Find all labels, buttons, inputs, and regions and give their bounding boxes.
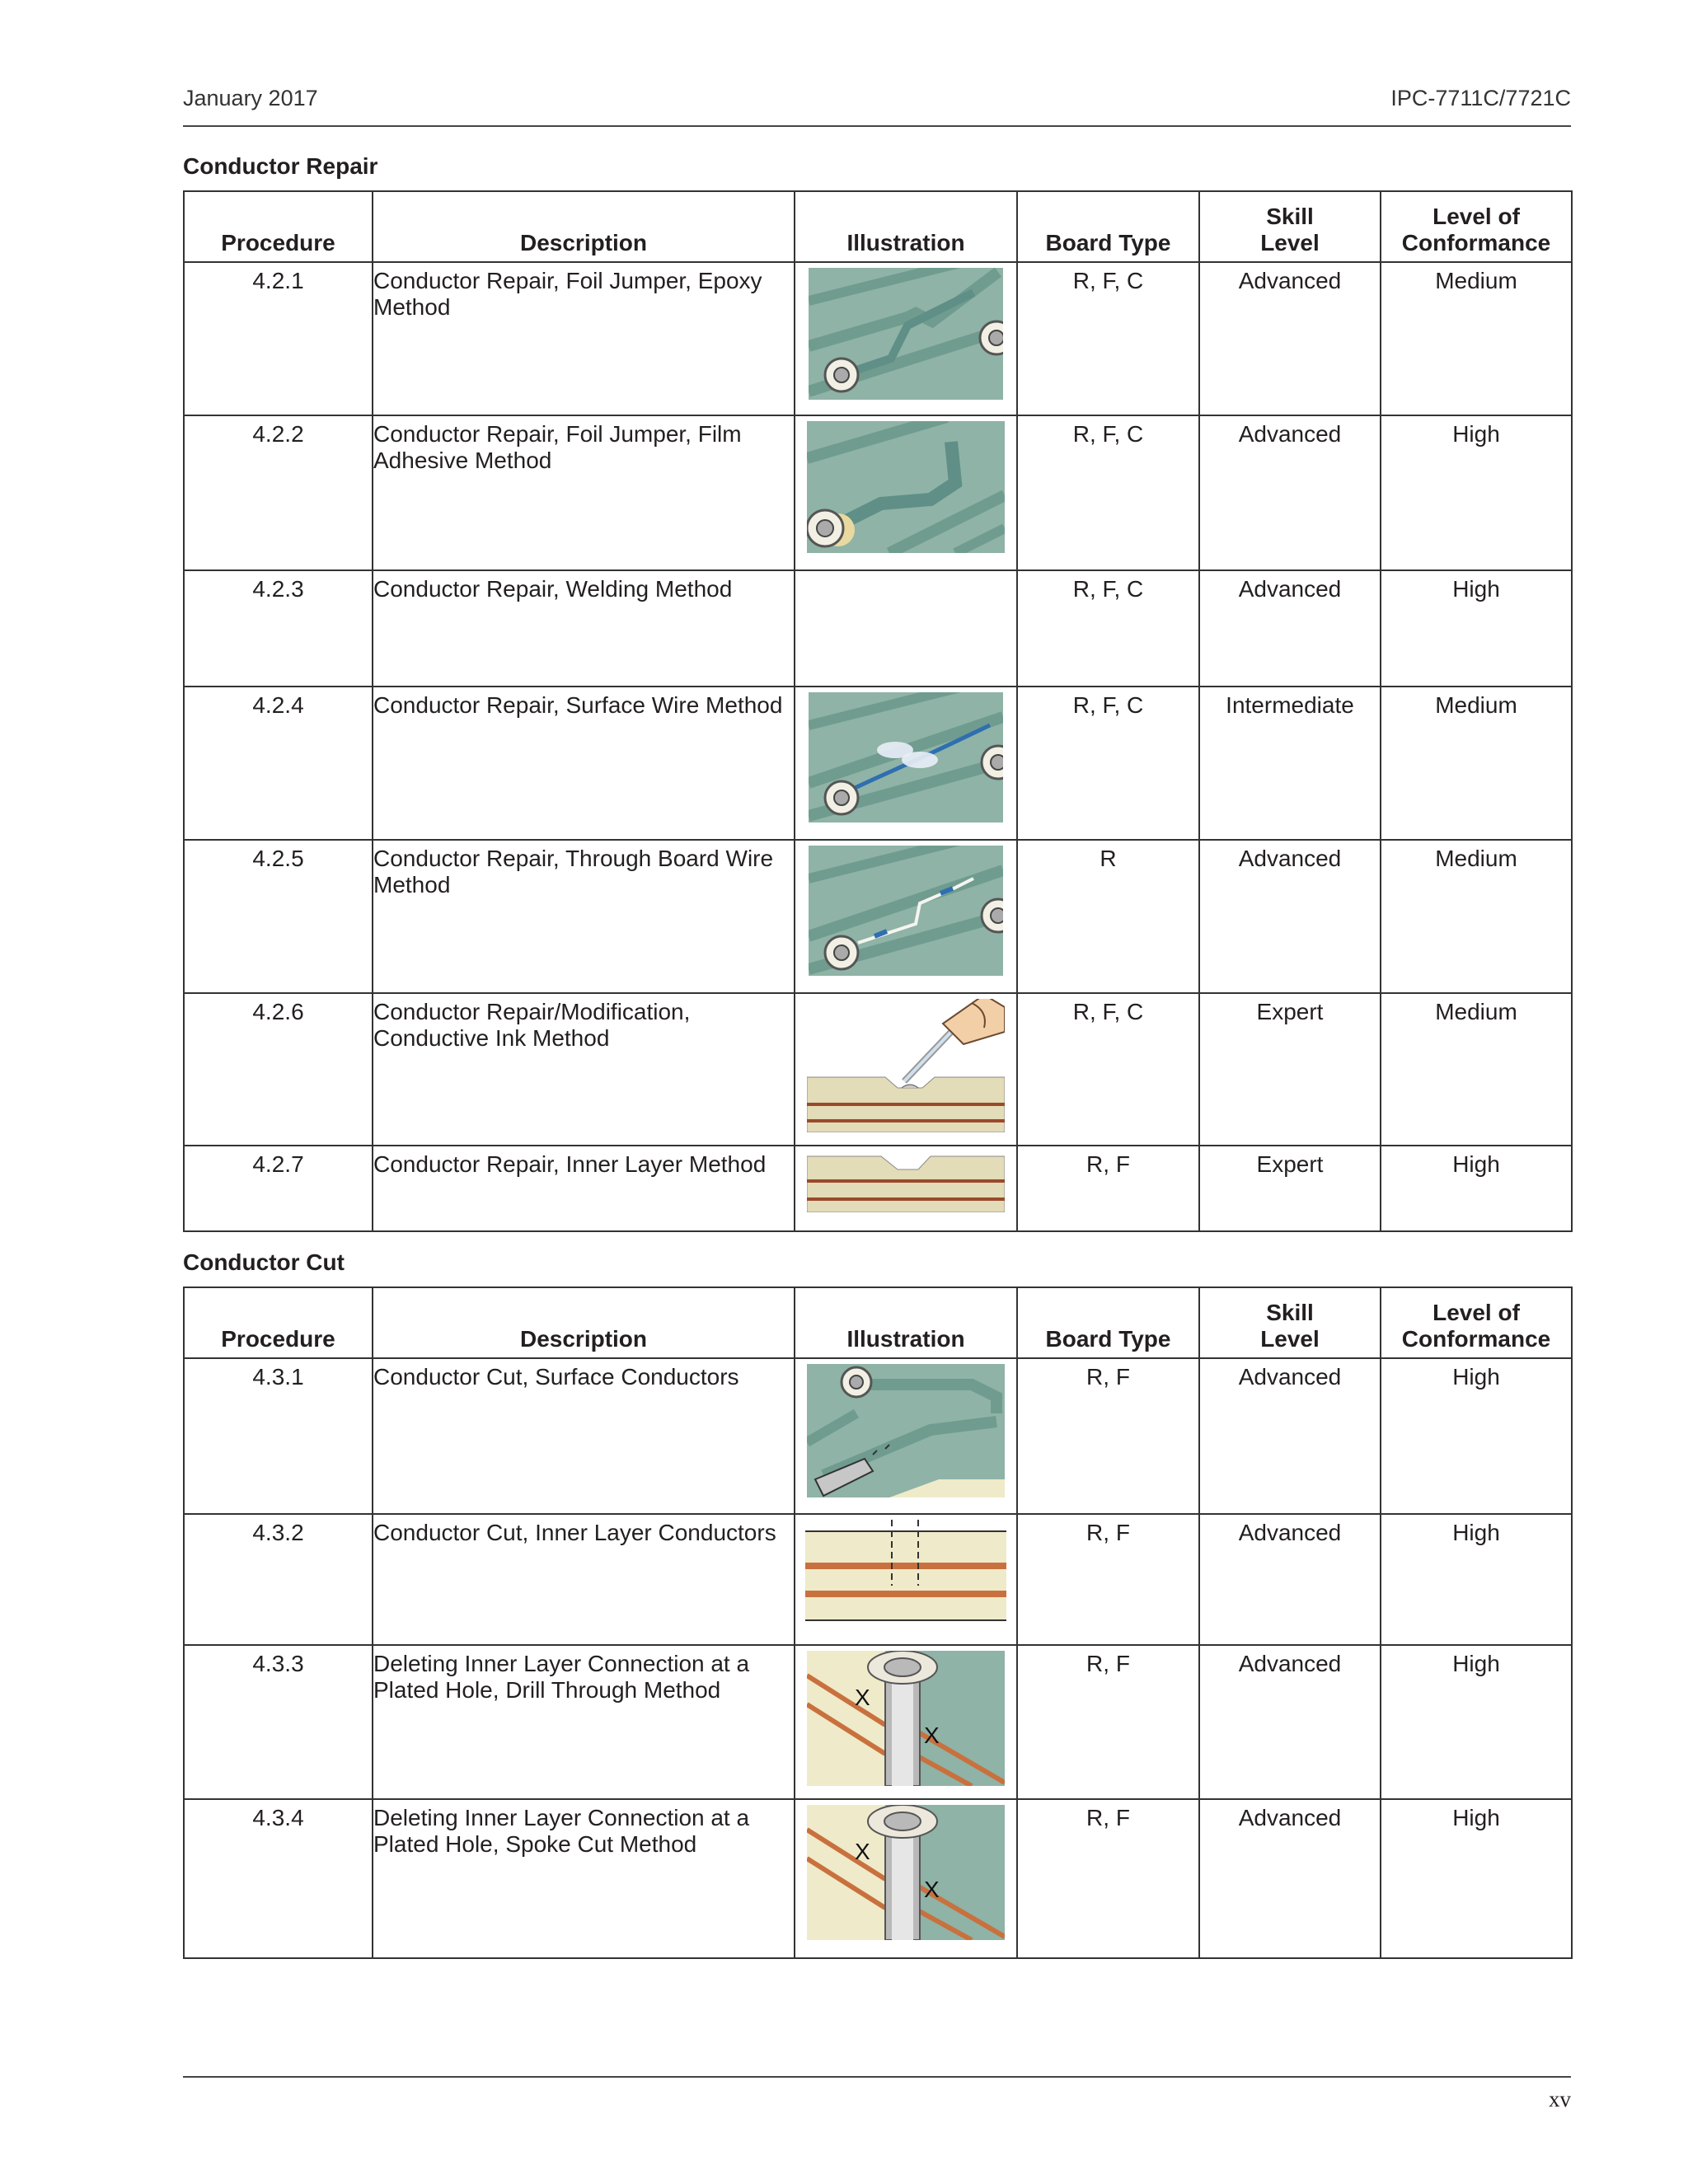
cut-mark-x: X [855, 1685, 870, 1710]
procedure-description: Conductor Repair, Inner Layer Method [373, 1146, 795, 1231]
column-header-description: Description [373, 1287, 795, 1358]
procedure-number: 4.3.1 [184, 1358, 373, 1514]
level-of-conformance: High [1381, 1799, 1572, 1958]
skill-level: Advanced [1199, 840, 1381, 993]
column-header-illustration: Illustration [795, 1287, 1017, 1358]
conductive-ink-illustration [807, 999, 1005, 1132]
table-row [184, 1514, 1572, 1645]
table-row [184, 262, 1572, 415]
column-header-procedure: Procedure [184, 1287, 373, 1358]
procedure-description: Conductor Repair, Foil Jumper, Epoxy Method [373, 262, 795, 415]
table-row [184, 570, 1572, 687]
board-type: R, F, C [1017, 993, 1199, 1146]
procedure-number: 4.3.4 [184, 1799, 373, 1958]
conductor-cut-table [183, 1286, 1573, 1959]
board-type: R [1017, 840, 1199, 993]
skill-level: Expert [1199, 1146, 1381, 1231]
column-header-level-of-conformance: Level of Conformance [1381, 191, 1572, 262]
procedure-number: 4.2.3 [184, 570, 373, 687]
inner-layer-repair-illustration [807, 1151, 1005, 1212]
column-header-illustration: Illustration [795, 191, 1017, 262]
column-header-skill-level: Skill Level [1199, 1287, 1381, 1358]
procedure-description: Conductor Repair/Modification, Conductive Ink Method [373, 993, 795, 1146]
table-row [184, 1799, 1572, 1958]
cut-mark-x: X [924, 1877, 940, 1902]
skill-level: Advanced [1199, 570, 1381, 687]
surface-cut-illustration [807, 1364, 1005, 1497]
foil-jumper-film-illustration [807, 421, 1005, 553]
table-header-row [184, 191, 1572, 262]
section-title-conductor-repair: Conductor Repair [183, 153, 378, 179]
procedure-description: Deleting Inner Layer Connection at a Plated Hole, Spoke Cut Method [373, 1799, 795, 1958]
table-row [184, 993, 1572, 1146]
column-header-board-type: Board Type [1017, 191, 1199, 262]
procedure-description: Conductor Repair, Foil Jumper, Film Adhesive Method [373, 415, 795, 570]
procedure-description: Conductor Repair, Surface Wire Method [373, 687, 795, 840]
procedure-number: 4.2.6 [184, 993, 373, 1146]
cut-mark-x: X [855, 1839, 870, 1864]
section-title-conductor-cut: Conductor Cut [183, 1249, 345, 1275]
board-type: R, F [1017, 1358, 1199, 1514]
procedure-description: Conductor Cut, Inner Layer Conductors [373, 1514, 795, 1645]
procedure-number: 4.2.4 [184, 687, 373, 840]
table-header-row [184, 1287, 1572, 1358]
illustration-empty [795, 570, 1017, 687]
board-type: R, F [1017, 1799, 1199, 1958]
board-type: R, F, C [1017, 687, 1199, 840]
header-document-id: IPC-7711C/7721C [1390, 86, 1571, 110]
drill-through-illustration [807, 1651, 1005, 1786]
skill-level: Advanced [1199, 1514, 1381, 1645]
level-of-conformance: High [1381, 570, 1572, 687]
table-row [184, 1645, 1572, 1799]
spoke-cut-illustration [807, 1805, 1005, 1940]
level-of-conformance: Medium [1381, 262, 1572, 415]
skill-level: Advanced [1199, 1799, 1381, 1958]
column-header-procedure: Procedure [184, 191, 373, 262]
board-type: R, F [1017, 1645, 1199, 1799]
procedure-number: 4.2.2 [184, 415, 373, 570]
level-of-conformance: Medium [1381, 840, 1572, 993]
table-row [184, 687, 1572, 840]
level-of-conformance: High [1381, 1358, 1572, 1514]
skill-level: Advanced [1199, 1358, 1381, 1514]
cut-mark-x: X [924, 1722, 940, 1748]
table-row [184, 1358, 1572, 1514]
board-type: R, F, C [1017, 262, 1199, 415]
procedure-description: Conductor Repair, Through Board Wire Method [373, 840, 795, 993]
through-board-wire-illustration [809, 846, 1003, 976]
column-header-board-type: Board Type [1017, 1287, 1199, 1358]
board-type: R, F, C [1017, 415, 1199, 570]
level-of-conformance: Medium [1381, 687, 1572, 840]
footer-rule [183, 2076, 1571, 2078]
column-header-skill-level: Skill Level [1199, 191, 1381, 262]
surface-wire-illustration [809, 692, 1003, 823]
inner-layer-cut-illustration [805, 1520, 1006, 1632]
column-header-level-of-conformance: Level of Conformance [1381, 1287, 1572, 1358]
table-row [184, 1146, 1572, 1231]
skill-level: Advanced [1199, 262, 1381, 415]
skill-level: Advanced [1199, 1645, 1381, 1799]
skill-level: Intermediate [1199, 687, 1381, 840]
level-of-conformance: High [1381, 415, 1572, 570]
board-type: R, F [1017, 1146, 1199, 1231]
header-date: January 2017 [183, 86, 318, 110]
procedure-number: 4.3.3 [184, 1645, 373, 1799]
procedure-description: Conductor Cut, Surface Conductors [373, 1358, 795, 1514]
level-of-conformance: High [1381, 1146, 1572, 1231]
page-number: xv [1549, 2087, 1571, 2111]
board-type: R, F [1017, 1514, 1199, 1645]
procedure-number: 4.2.5 [184, 840, 373, 993]
procedure-number: 4.2.7 [184, 1146, 373, 1231]
column-header-description: Description [373, 191, 795, 262]
procedure-number: 4.2.1 [184, 262, 373, 415]
procedure-number: 4.3.2 [184, 1514, 373, 1645]
skill-level: Advanced [1199, 415, 1381, 570]
foil-jumper-epoxy-illustration [809, 268, 1003, 400]
level-of-conformance: Medium [1381, 993, 1572, 1146]
board-type: R, F, C [1017, 570, 1199, 687]
table-row [184, 415, 1572, 570]
procedure-description: Conductor Repair, Welding Method [373, 570, 795, 687]
conductor-repair-table [183, 190, 1573, 1232]
header-rule [183, 125, 1571, 127]
skill-level: Expert [1199, 993, 1381, 1146]
table-row [184, 840, 1572, 993]
level-of-conformance: High [1381, 1645, 1572, 1799]
procedure-description: Deleting Inner Layer Connection at a Plated Hole, Drill Through Method [373, 1645, 795, 1799]
level-of-conformance: High [1381, 1514, 1572, 1645]
